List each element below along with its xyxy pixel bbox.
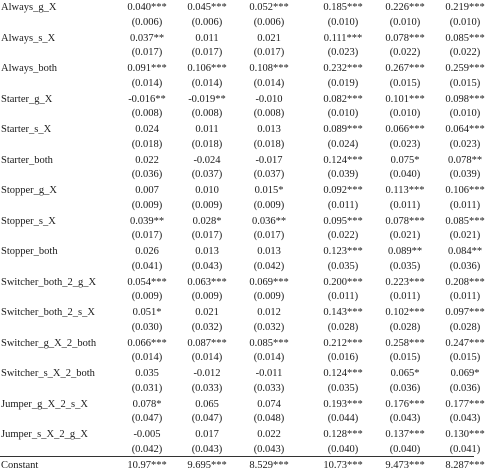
coefficient-cell: 0.102*** [385,307,425,318]
std-error-cell: (0.036) [449,260,481,272]
coefficient-cell: 0.036** [251,215,287,227]
coefficient-cell: 0.040*** [127,2,167,13]
std-error-cell: (0.035) [327,382,359,394]
coefficient-cell: 0.101*** [385,93,425,105]
coefficient-cell: -0.012 [193,368,221,379]
std-error-cell: (0.033) [191,382,223,394]
std-error-cell: (0.015) [449,77,481,89]
coefficient-cell: 0.259*** [445,63,485,74]
std-error-cell: (0.017) [191,230,223,241]
std-error-cell: (0.041) [131,260,163,272]
se-row [0,167,481,183]
constant-cell: 10.73*** [323,460,363,471]
std-error-cell: (0.017) [253,47,285,58]
coefficient-cell: 0.097*** [445,307,485,318]
std-error-cell: (0.014) [253,352,285,363]
coefficient-cell: 0.084** [447,246,483,257]
std-error-cell: (0.009) [253,199,285,211]
coefficient-cell: 0.078*** [385,32,425,44]
se-row [0,259,481,275]
coefficient-cell: 0.247*** [445,337,485,349]
std-error-cell: (0.010) [327,16,359,28]
std-error-cell: (0.008) [131,108,163,119]
coefficient-cell: 0.106*** [445,185,485,196]
coefficient-cell: 0.092*** [323,185,363,196]
coefficient-cell: 0.226*** [385,2,425,13]
std-error-cell: (0.006) [131,16,163,28]
coefficient-cell: -0.017 [255,154,283,166]
coefficient-cell: 0.177*** [445,398,485,410]
std-error-cell: (0.009) [191,199,223,211]
coefficient-cell: 0.267*** [385,63,425,74]
variable-name: Stopper_s_X [1,215,56,227]
variable-name: Always_both [1,63,57,74]
coefficient-cell: 0.069*** [249,276,289,288]
coefficient-cell: 0.200*** [323,276,363,288]
coefficient-cell: 0.013 [195,246,219,257]
coefficient-cell: 0.013 [257,246,281,257]
std-error-cell: (0.008) [191,108,223,119]
std-error-cell: (0.043) [449,413,481,424]
coefficient-cell: 0.012 [257,307,281,318]
coefficient-cell: 0.013 [257,124,281,135]
constant-cell: 8.287*** [445,460,485,471]
std-error-cell: (0.014) [191,352,223,363]
std-error-cell: (0.015) [389,77,421,89]
variable-name: Switcher_both_2_g_X [1,276,97,288]
std-error-cell: (0.009) [191,291,223,302]
std-error-cell: (0.017) [253,230,285,241]
se-row [0,411,481,427]
coefficient-cell: 0.045*** [187,2,227,13]
std-error-cell: (0.043) [191,260,223,272]
std-error-cell: (0.024) [327,138,359,150]
std-error-cell: (0.037) [253,169,285,180]
std-error-cell: (0.036) [389,382,421,394]
std-error-cell: (0.047) [131,413,163,424]
coefficient-cell: 0.193*** [323,398,363,410]
std-error-cell: (0.011) [449,291,481,302]
std-error-cell: (0.010) [389,108,421,119]
std-error-cell: (0.018) [191,138,223,150]
std-error-cell: (0.006) [253,16,285,28]
variable-name: Switcher_g_X_2_both [1,337,97,349]
std-error-cell: (0.031) [131,382,163,394]
se-row [0,45,481,61]
variable-name: Starter_both [1,154,53,166]
coefficient-cell: 0.258*** [385,337,425,349]
coefficient-cell: 0.075* [390,154,420,166]
coefficient-cell: 0.095*** [323,215,363,227]
coefficient-cell: 0.024 [135,124,159,135]
coefficient-cell: 0.085*** [249,337,289,349]
std-error-cell: (0.035) [327,260,359,272]
std-error-cell: (0.017) [131,47,163,58]
std-error-cell: (0.044) [327,413,359,424]
coefficient-cell: 0.128*** [323,429,363,440]
constant-cell: 8.529*** [249,460,289,471]
std-error-cell: (0.023) [449,138,481,150]
std-error-cell: (0.039) [449,169,481,180]
se-row [0,289,481,305]
std-error-cell: (0.040) [389,169,421,180]
variable-name: Always_s_X [1,32,56,44]
std-error-cell: (0.028) [389,321,421,333]
se-row [0,381,481,397]
std-error-cell: (0.028) [449,321,481,333]
coefficient-cell: 0.143*** [323,307,363,318]
coefficient-cell: 0.022 [257,429,281,440]
std-error-cell: (0.043) [191,443,223,455]
coefficient-cell: 0.064*** [445,124,485,135]
std-error-cell: (0.036) [131,169,163,180]
coefficient-cell: 0.223*** [385,276,425,288]
coefficient-cell: 0.028* [192,215,222,227]
coefficient-cell: -0.024 [193,154,221,166]
std-error-cell: (0.039) [327,169,359,180]
coefficient-cell: 0.007 [135,185,159,196]
std-error-cell: (0.009) [253,291,285,302]
coefficient-cell: 0.078*** [385,215,425,227]
std-error-cell: (0.017) [191,47,223,58]
coefficient-cell: 0.021 [195,307,219,318]
coefficient-cell: 0.111*** [323,32,363,44]
std-error-cell: (0.040) [389,443,421,455]
std-error-cell: (0.011) [389,199,421,211]
variable-name: Starter_g_X [1,93,53,105]
constant-label: Constant [1,460,39,471]
coefficient-cell: 0.069* [450,368,480,379]
variable-name: Starter_s_X [1,124,52,135]
std-error-cell: (0.009) [131,199,163,211]
coefficient-cell: 0.185*** [323,2,363,13]
std-error-cell: (0.042) [131,443,163,455]
std-error-cell: (0.011) [449,199,481,211]
std-error-cell: (0.008) [253,108,285,119]
coefficient-cell: 0.054*** [127,276,167,288]
std-error-cell: (0.033) [253,382,285,394]
std-error-cell: (0.043) [389,413,421,424]
std-error-cell: (0.019) [327,77,359,89]
std-error-cell: (0.018) [253,138,285,150]
coefficient-cell: 0.108*** [249,63,289,74]
coefficient-cell: 0.037** [129,32,165,44]
coefficient-cell: 0.011 [195,32,219,44]
std-error-cell: (0.009) [131,291,163,302]
std-error-cell: (0.023) [327,47,359,58]
constant-divider [0,456,474,457]
std-error-cell: (0.011) [327,199,359,211]
variable-name: Jumper_g_X_2_s_X [1,398,88,410]
std-error-cell: (0.014) [131,352,163,363]
std-error-cell: (0.043) [253,443,285,455]
variable-name: Switcher_both_2_s_X [1,307,95,318]
se-row [0,15,481,31]
coefficient-cell: 0.011 [195,124,219,135]
constant-cell: 9.695*** [187,460,227,471]
std-error-cell: (0.018) [131,138,163,150]
se-row [0,350,481,366]
coefficient-cell: 0.026 [135,246,159,257]
coefficient-cell: 0.085*** [445,32,485,44]
se-row [0,198,481,214]
std-error-cell: (0.022) [327,230,359,241]
std-error-cell: (0.047) [191,413,223,424]
coefficient-cell: 0.022 [135,154,159,166]
coefficient-cell: 0.085*** [445,215,485,227]
se-row [0,76,481,92]
coefficient-cell: -0.010 [255,93,283,105]
coefficient-cell: 0.208*** [445,276,485,288]
coefficient-cell: 0.098*** [445,93,485,105]
coefficient-cell: 0.052*** [249,2,289,13]
std-error-cell: (0.030) [131,321,163,333]
coefficient-cell: 0.066*** [385,124,425,135]
coefficient-cell: 0.176*** [385,398,425,410]
std-error-cell: (0.014) [253,77,285,89]
std-error-cell: (0.011) [389,291,421,302]
coefficient-cell: 0.212*** [323,337,363,349]
coefficient-cell: 0.066*** [127,337,167,349]
coefficient-cell: 0.123*** [323,246,363,257]
std-error-cell: (0.036) [449,382,481,394]
constant-cell: 9.473*** [385,460,425,471]
coefficient-cell: 0.124*** [323,368,363,379]
coefficient-cell: 0.051* [132,307,162,318]
coefficient-cell: -0.005 [133,429,161,440]
coefficient-cell: 0.015* [254,185,284,196]
std-error-cell: (0.041) [449,443,481,455]
std-error-cell: (0.010) [449,108,481,119]
std-error-cell: (0.014) [131,77,163,89]
coefficient-cell: 0.039** [129,215,165,227]
coefficient-cell: -0.016** [128,93,166,105]
std-error-cell: (0.022) [389,47,421,58]
std-error-cell: (0.010) [327,108,359,119]
coefficient-cell: 0.021 [257,32,281,44]
std-error-cell: (0.028) [327,321,359,333]
std-error-cell: (0.011) [327,291,359,302]
std-error-cell: (0.006) [191,16,223,28]
variable-name: Jumper_s_X_2_g_X [1,429,88,440]
std-error-cell: (0.048) [253,413,285,424]
coefficient-cell: 0.065 [195,398,219,410]
std-error-cell: (0.010) [389,16,421,28]
coefficient-cell: 0.089** [387,246,423,257]
coefficient-cell: 0.130*** [445,429,485,440]
std-error-cell: (0.042) [253,260,285,272]
std-error-cell: (0.014) [191,77,223,89]
std-error-cell: (0.015) [389,352,421,363]
std-error-cell: (0.015) [449,352,481,363]
coefficient-cell: 0.137*** [385,429,425,440]
variable-name: Stopper_g_X [1,185,57,196]
coefficient-cell: 0.035 [135,368,159,379]
se-row [0,320,481,336]
constant-cell: 10.97*** [127,460,167,471]
std-error-cell: (0.021) [389,230,421,241]
variable-name: Stopper_both [1,246,58,257]
se-row [0,106,481,122]
std-error-cell: (0.022) [449,47,481,58]
std-error-cell: (0.010) [449,16,481,28]
coefficient-cell: 0.017 [195,429,219,440]
variable-name: Always_g_X [1,2,57,13]
coefficient-cell: 0.078** [447,154,483,166]
coefficient-cell: 0.124*** [323,154,363,166]
coefficient-cell: 0.087*** [187,337,227,349]
coefficient-cell: 0.232*** [323,63,363,74]
coefficient-cell: 0.106*** [187,63,227,74]
coefficient-cell: -0.019** [188,93,226,105]
std-error-cell: (0.016) [327,352,359,363]
coefficient-cell: 0.082*** [323,93,363,105]
variable-name: Switcher_s_X_2_both [1,368,95,379]
std-error-cell: (0.035) [389,260,421,272]
std-error-cell: (0.032) [191,321,223,333]
coefficient-cell: 0.089*** [323,124,363,135]
coefficient-cell: 0.010 [195,185,219,196]
se-row [0,137,481,153]
coefficient-cell: 0.063*** [187,276,227,288]
std-error-cell: (0.037) [191,169,223,180]
coefficient-cell: 0.219*** [445,2,485,13]
coefficient-cell: -0.011 [255,368,283,379]
std-error-cell: (0.021) [449,230,481,241]
std-error-cell: (0.017) [131,230,163,241]
std-error-cell: (0.040) [327,443,359,455]
coefficient-cell: 0.113*** [385,185,425,196]
coefficient-cell: 0.078* [132,398,162,410]
constant-row [0,458,485,474]
se-row [0,228,481,244]
coefficient-cell: 0.091*** [127,63,167,74]
coefficient-cell: 0.065* [390,368,420,379]
std-error-cell: (0.032) [253,321,285,333]
std-error-cell: (0.023) [389,138,421,150]
coefficient-cell: 0.074 [257,398,281,410]
